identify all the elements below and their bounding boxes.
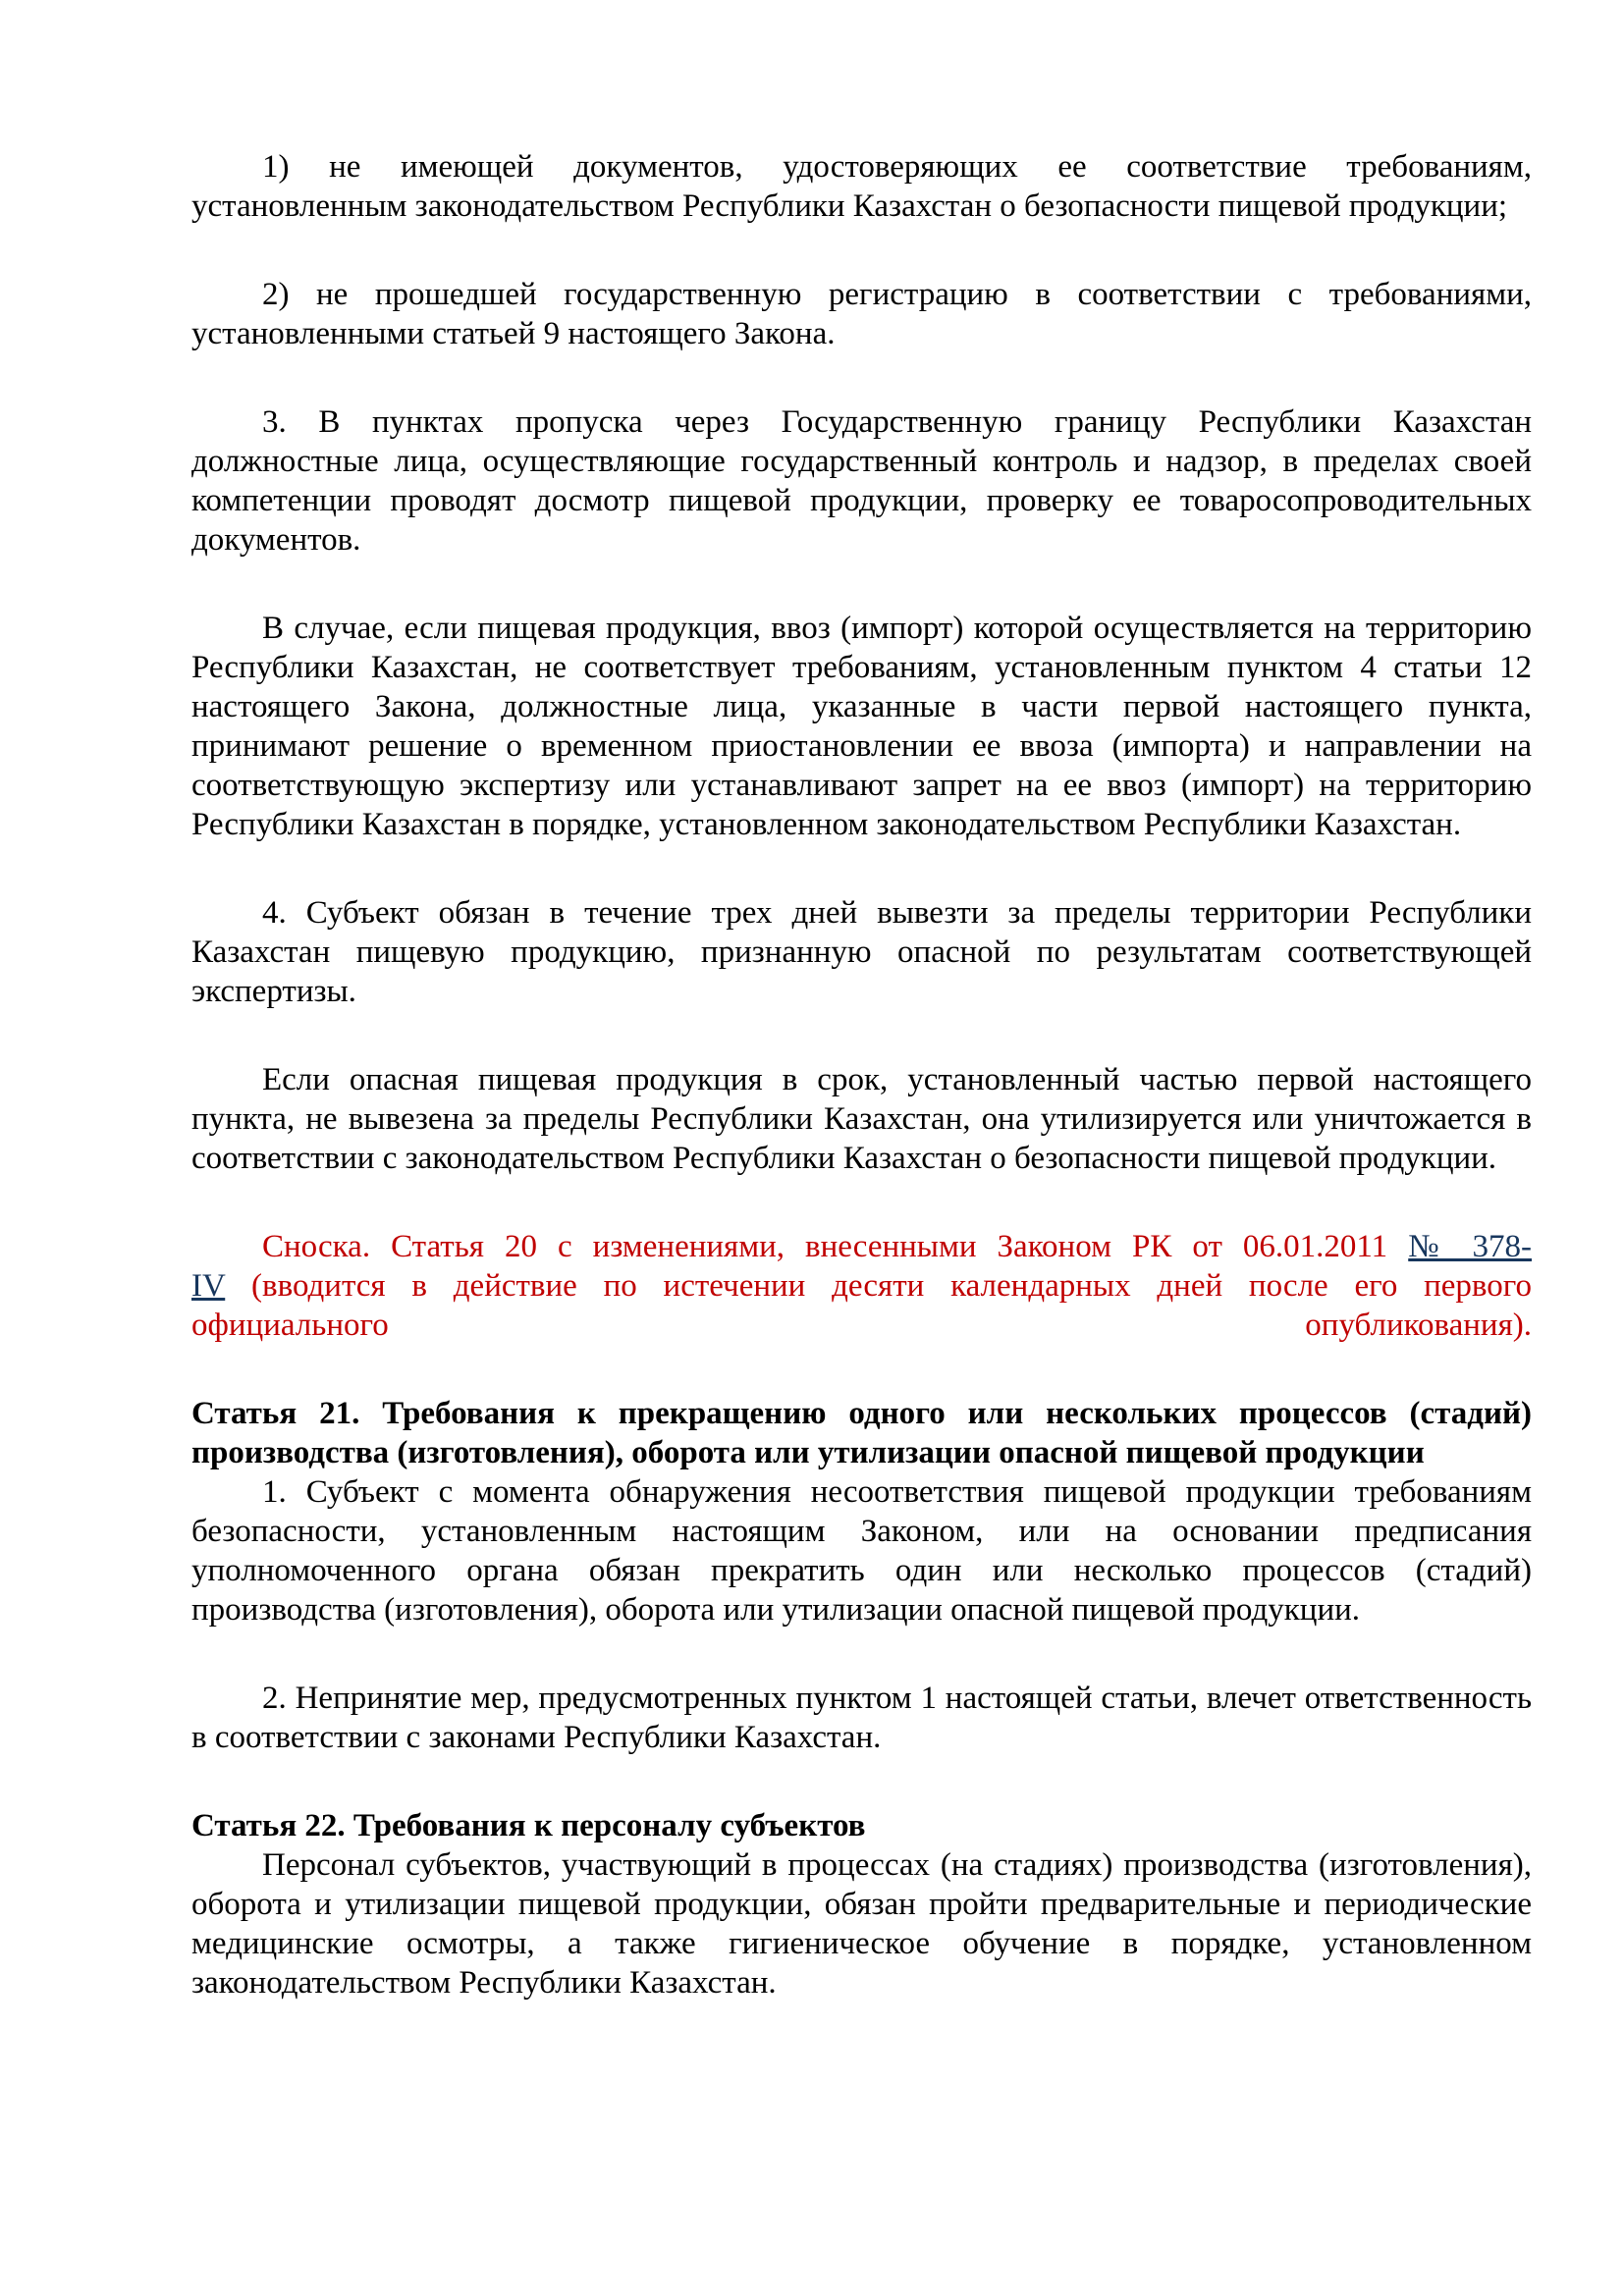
footnote-article20-amendment bbox=[191, 1227, 1532, 1345]
article22-body: Персонал субъектов, участвующий в процессах (на стадиях) производства (изготовления), оборота и утилизации пищевой продукции, обязан пройти предварительные и периодические медицинские осмотры, а также гигиеническое обучение в порядке, установленном законодательством Республики Казахстан. bbox=[191, 1847, 1532, 2001]
footnote-text-3-left: официального bbox=[191, 1308, 389, 1343]
footnote-line-3 bbox=[191, 1306, 1532, 1345]
article20-item1: 1) не имеющей документов, удостоверяющих ее соответствие требованиям, установленным законодательством Республики Казахстан о безопасности пищевой продукции; bbox=[191, 149, 1532, 224]
footnote-text-2: (вводится в действие по истечении десяти календарных дней после его первого bbox=[251, 1268, 1532, 1304]
article20-point3: 3. В пунктах пропуска через Государственную границу Республики Казахстан должностные лица, осуществляющие государственный контроль и надзор, в пределах своей компетенции проводят досмотр пищевой продукции, проверку ее товаросопроводительных документов. bbox=[191, 404, 1532, 558]
article21-point1: 1. Субъект с момента обнаружения несоответствия пищевой продукции требованиям безопасности, установленным настоящим Законом, или на основании предписания уполномоченного органа обязан прекратить один или несколько процессов (стадий) производства (изготовления), оборота или утилизации опасной пищевой продукции. bbox=[191, 1474, 1532, 1628]
article21-heading: Статья 21. Требования к прекращению одного или нескольких процессов (стадий) производства (изготовления), оборота или утилизации опасной пищевой продукции bbox=[191, 1396, 1532, 1470]
footnote-text-3-right: опубликования). bbox=[1305, 1308, 1532, 1343]
footnote-text-1: Сноска. Статья 20 с изменениями, внесенными Законом РК от 06.01.2011 bbox=[262, 1229, 1388, 1264]
article21-block bbox=[191, 1394, 1532, 1629]
article21-point2: 2. Непринятие мер, предусмотренных пунктом 1 настоящей статьи, влечет ответственность в соответствии с законами Республики Казахстан. bbox=[191, 1681, 1532, 1755]
article22-block bbox=[191, 1806, 1532, 2002]
footnote-line-2 bbox=[191, 1266, 1532, 1306]
footnote-line-1 bbox=[191, 1227, 1532, 1266]
article20-point4: 4. Субъект обязан в течение трех дней вывезти за пределы территории Республики Казахстан пищевую продукцию, признанную опасной по результатам соответствующей экспертизы. bbox=[191, 895, 1532, 1009]
article20-item2: 2) не прошедшей государственную регистрацию в соответствии с требованиями, установленными статьей 9 настоящего Закона. bbox=[191, 277, 1532, 351]
article22-heading: Статья 22. Требования к персоналу субъектов bbox=[191, 1808, 866, 1843]
article20-point4-if: Если опасная пищевая продукция в срок, установленный частью первой настоящего пункта, не вывезена за пределы Республики Казахстан, она утилизируется или уничтожается в соответствии с законодательством Республики Казахстан о безопасности пищевой продукции. bbox=[191, 1062, 1532, 1176]
law-378-link-part1[interactable]: № 378- bbox=[1408, 1229, 1532, 1264]
article20-point3-case: В случае, если пищевая продукция, ввоз (импорт) которой осуществляется на территорию Республики Казахстан, не соответствует требованиям, установленным пунктом 4 статьи 12 настоящего Закона, должностные лица, указанные в части первой настоящего пункта, принимают решение о временном приостановлении ее ввоза (импорта) и направлении на соответствующую экспертизу или устанавливают запрет на ее ввоз (импорт) на территорию Республики Казахстан в порядке, установленном законодательством Республики Казахстан. bbox=[191, 611, 1532, 842]
law-378-link-part2[interactable]: IV bbox=[191, 1268, 226, 1304]
